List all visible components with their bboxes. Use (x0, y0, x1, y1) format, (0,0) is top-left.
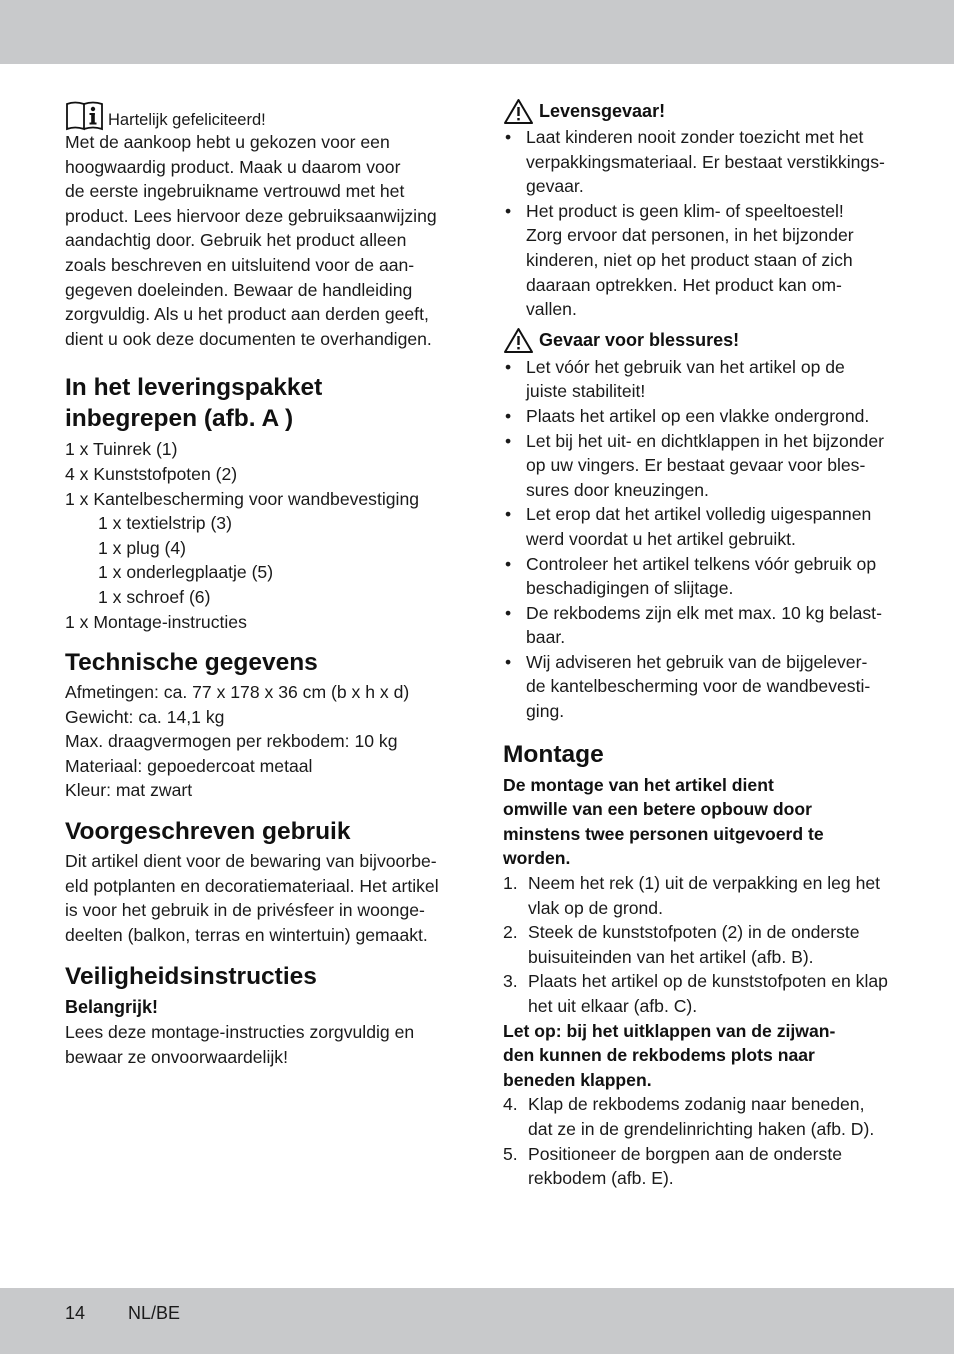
list-item: 3. Plaats het artikel op de kunststofpoten en klap het uit elkaar (afb. C). (503, 971, 888, 1016)
list-item: • Controleer het artikel telkens vóór gebruik op beschadigingen of slijtage. (503, 552, 895, 601)
safety-body (65, 1020, 455, 1069)
intro-line: aandachtig door. Gebruik het product alleen (65, 230, 407, 251)
spec-line: Materiaal: gepoedercoat metaal (65, 755, 313, 776)
left-column (65, 96, 455, 1069)
body-line: Dit artikel dient voor de bewaring van bijvoorbe- (65, 851, 437, 872)
list-item: 1 x Kantelbescherming voor wandbevestiging (65, 488, 420, 509)
danger-list (503, 125, 895, 322)
injury-heading: Gevaar voor blessures! (539, 330, 740, 351)
body-line: bewaar ze onvoorwaardelijk! (65, 1046, 288, 1067)
list-item: 5. Positioneer de borgpen aan de onderste rekbodem (afb. E). (503, 1143, 842, 1189)
header-band (0, 0, 954, 64)
danger-heading-row (503, 97, 895, 125)
spec-line: Kleur: mat zwart (65, 780, 193, 801)
assembly-section (503, 739, 895, 1191)
list-subitem: 1 x onderlegplaatje (5) (98, 562, 274, 583)
language-code: NL/BE (128, 1303, 181, 1323)
list-item: 1 x Tuinrek (1) (65, 439, 178, 460)
body-line: Lees deze montage-instructies zorgvuldig en (65, 1022, 415, 1043)
list-subitem: 1 x plug (4) (98, 537, 187, 558)
intro-line: gegeven doeleinden. Bewaar de handleiding (65, 279, 413, 300)
list-item: • Plaats het artikel op een vlakke ondergrond. (503, 404, 895, 429)
safety-section (65, 961, 455, 1069)
safety-subheading: Belangrijk! (65, 997, 159, 1018)
info-book-icon (65, 99, 105, 131)
body-line: is voor het gebruik in de privésfeer in woonge- (65, 900, 425, 921)
warning-triangle-icon (503, 327, 534, 354)
list-item: • Let vóór het gebruik van het artikel op de juiste stabiliteit! (503, 355, 895, 404)
intro-line: hoogwaardig product. Maak u daarom voor (65, 156, 401, 177)
intended-use-section (65, 816, 455, 947)
list-subitem: 1 x schroef (6) (98, 586, 211, 607)
injury-heading-row (503, 327, 895, 355)
intro-line: Met de aankoop hebt u gekozen voor een (65, 132, 390, 152)
list-item: • Het product is geen klim- of speeltoestel! Zorg ervoor dat personen, in het bijzonder kinderen, niet op het product staan of zich daaraan optrekken. Het product kan om- vallen. (503, 199, 895, 322)
list-item: • Laat kinderen nooit zonder toezicht met het verpakkingsmateriaal. Er bestaat verstikkings- gevaar. (503, 125, 895, 199)
spec-line: Gewicht: ca. 14,1 kg (65, 706, 225, 727)
intended-use-heading: Voorgeschreven gebruik (65, 818, 351, 846)
list-item: • Wij adviseren het gebruik van de bijgelever- de kantelbescherming voor de wandbevesti- ging. (503, 650, 895, 724)
list-item: • Let bij het uit- en dichtklappen in het bijzonder op uw vingers. Er bestaat gevaar voor bles- sures door kneuzingen. (503, 429, 895, 503)
list-item: 1. Neem het rek (1) uit de verpakking en leg het vlak op de grond. (503, 873, 881, 918)
delivery-section (65, 372, 455, 634)
delivery-list (65, 437, 455, 634)
assembly-steps-continued (503, 1092, 895, 1190)
intro-line: product. Lees hiervoor deze gebruiksaanwijzing (65, 205, 437, 226)
right-column (503, 97, 895, 1191)
list-subitem: 1 x textielstrip (3) (98, 513, 232, 534)
intro-line: dient u ook deze documenten te overhandigen. (65, 328, 432, 349)
list-item: • De rekbodems zijn elk met max. 10 kg belast- baar. (503, 601, 895, 650)
warning-triangle-icon (503, 98, 534, 125)
intro-body (65, 130, 455, 351)
danger-heading: Levensgevaar! (539, 100, 666, 121)
spec-line: Max. draagvermogen per rekbodem: 10 kg (65, 731, 398, 752)
technical-lines (65, 680, 455, 803)
spec-line: Afmetingen: ca. 77 x 178 x 36 cm (b x h x d) (65, 682, 410, 703)
body-line: eld potplanten en decoratiemateriaal. Het artikel (65, 875, 439, 896)
intro-heading-row (65, 96, 455, 131)
list-item: 2. Steek de kunststofpoten (2) in de onderste buisuiteinden van het artikel (afb. B). (503, 922, 860, 967)
assembly-note: De montage van het artikel dient omwille van een betere opbouw door minstens twee personen uitgevoerd te worden. (503, 774, 824, 869)
list-item: 4. Klap de rekbodems zodanig naar beneden, dat ze in de grendelinrichting haken (afb. D). (503, 1094, 875, 1139)
body-line: deelten (balkon, terras en wintertuin) gemaakt. (65, 924, 428, 945)
intended-use-body (65, 849, 455, 947)
list-item: 1 x Montage-instructies (65, 611, 247, 632)
delivery-heading: In het leveringspakket inbegrepen (afb. A ) (65, 374, 323, 433)
intro-line: zoals beschreven en uitsluitend voor de aan- (65, 254, 415, 275)
intro-heading: Hartelijk gefeliciteerd! (108, 111, 266, 129)
technical-heading: Technische gegevens (65, 649, 318, 677)
list-item: 4 x Kunststofpoten (2) (65, 463, 238, 484)
technical-section (65, 647, 455, 803)
intro-line: zorgvuldig. Als u het product aan derden geeft, (65, 304, 429, 325)
assembly-heading: Montage (503, 740, 604, 768)
assembly-warning: Let op: bij het uitklappen van de zijwan- den kunnen de rekbodems plots naar beneden klappen. (503, 1020, 836, 1090)
list-item: • Let erop dat het artikel volledig uigespannen werd voordat u het artikel gebruikt. (503, 502, 895, 551)
injury-list (503, 355, 895, 724)
safety-heading: Veiligheidsinstructies (65, 963, 317, 991)
page-number: 14 (65, 1303, 86, 1323)
assembly-steps (503, 871, 895, 1019)
intro-line: de eerste ingebruikname vertrouwd met het (65, 181, 405, 202)
